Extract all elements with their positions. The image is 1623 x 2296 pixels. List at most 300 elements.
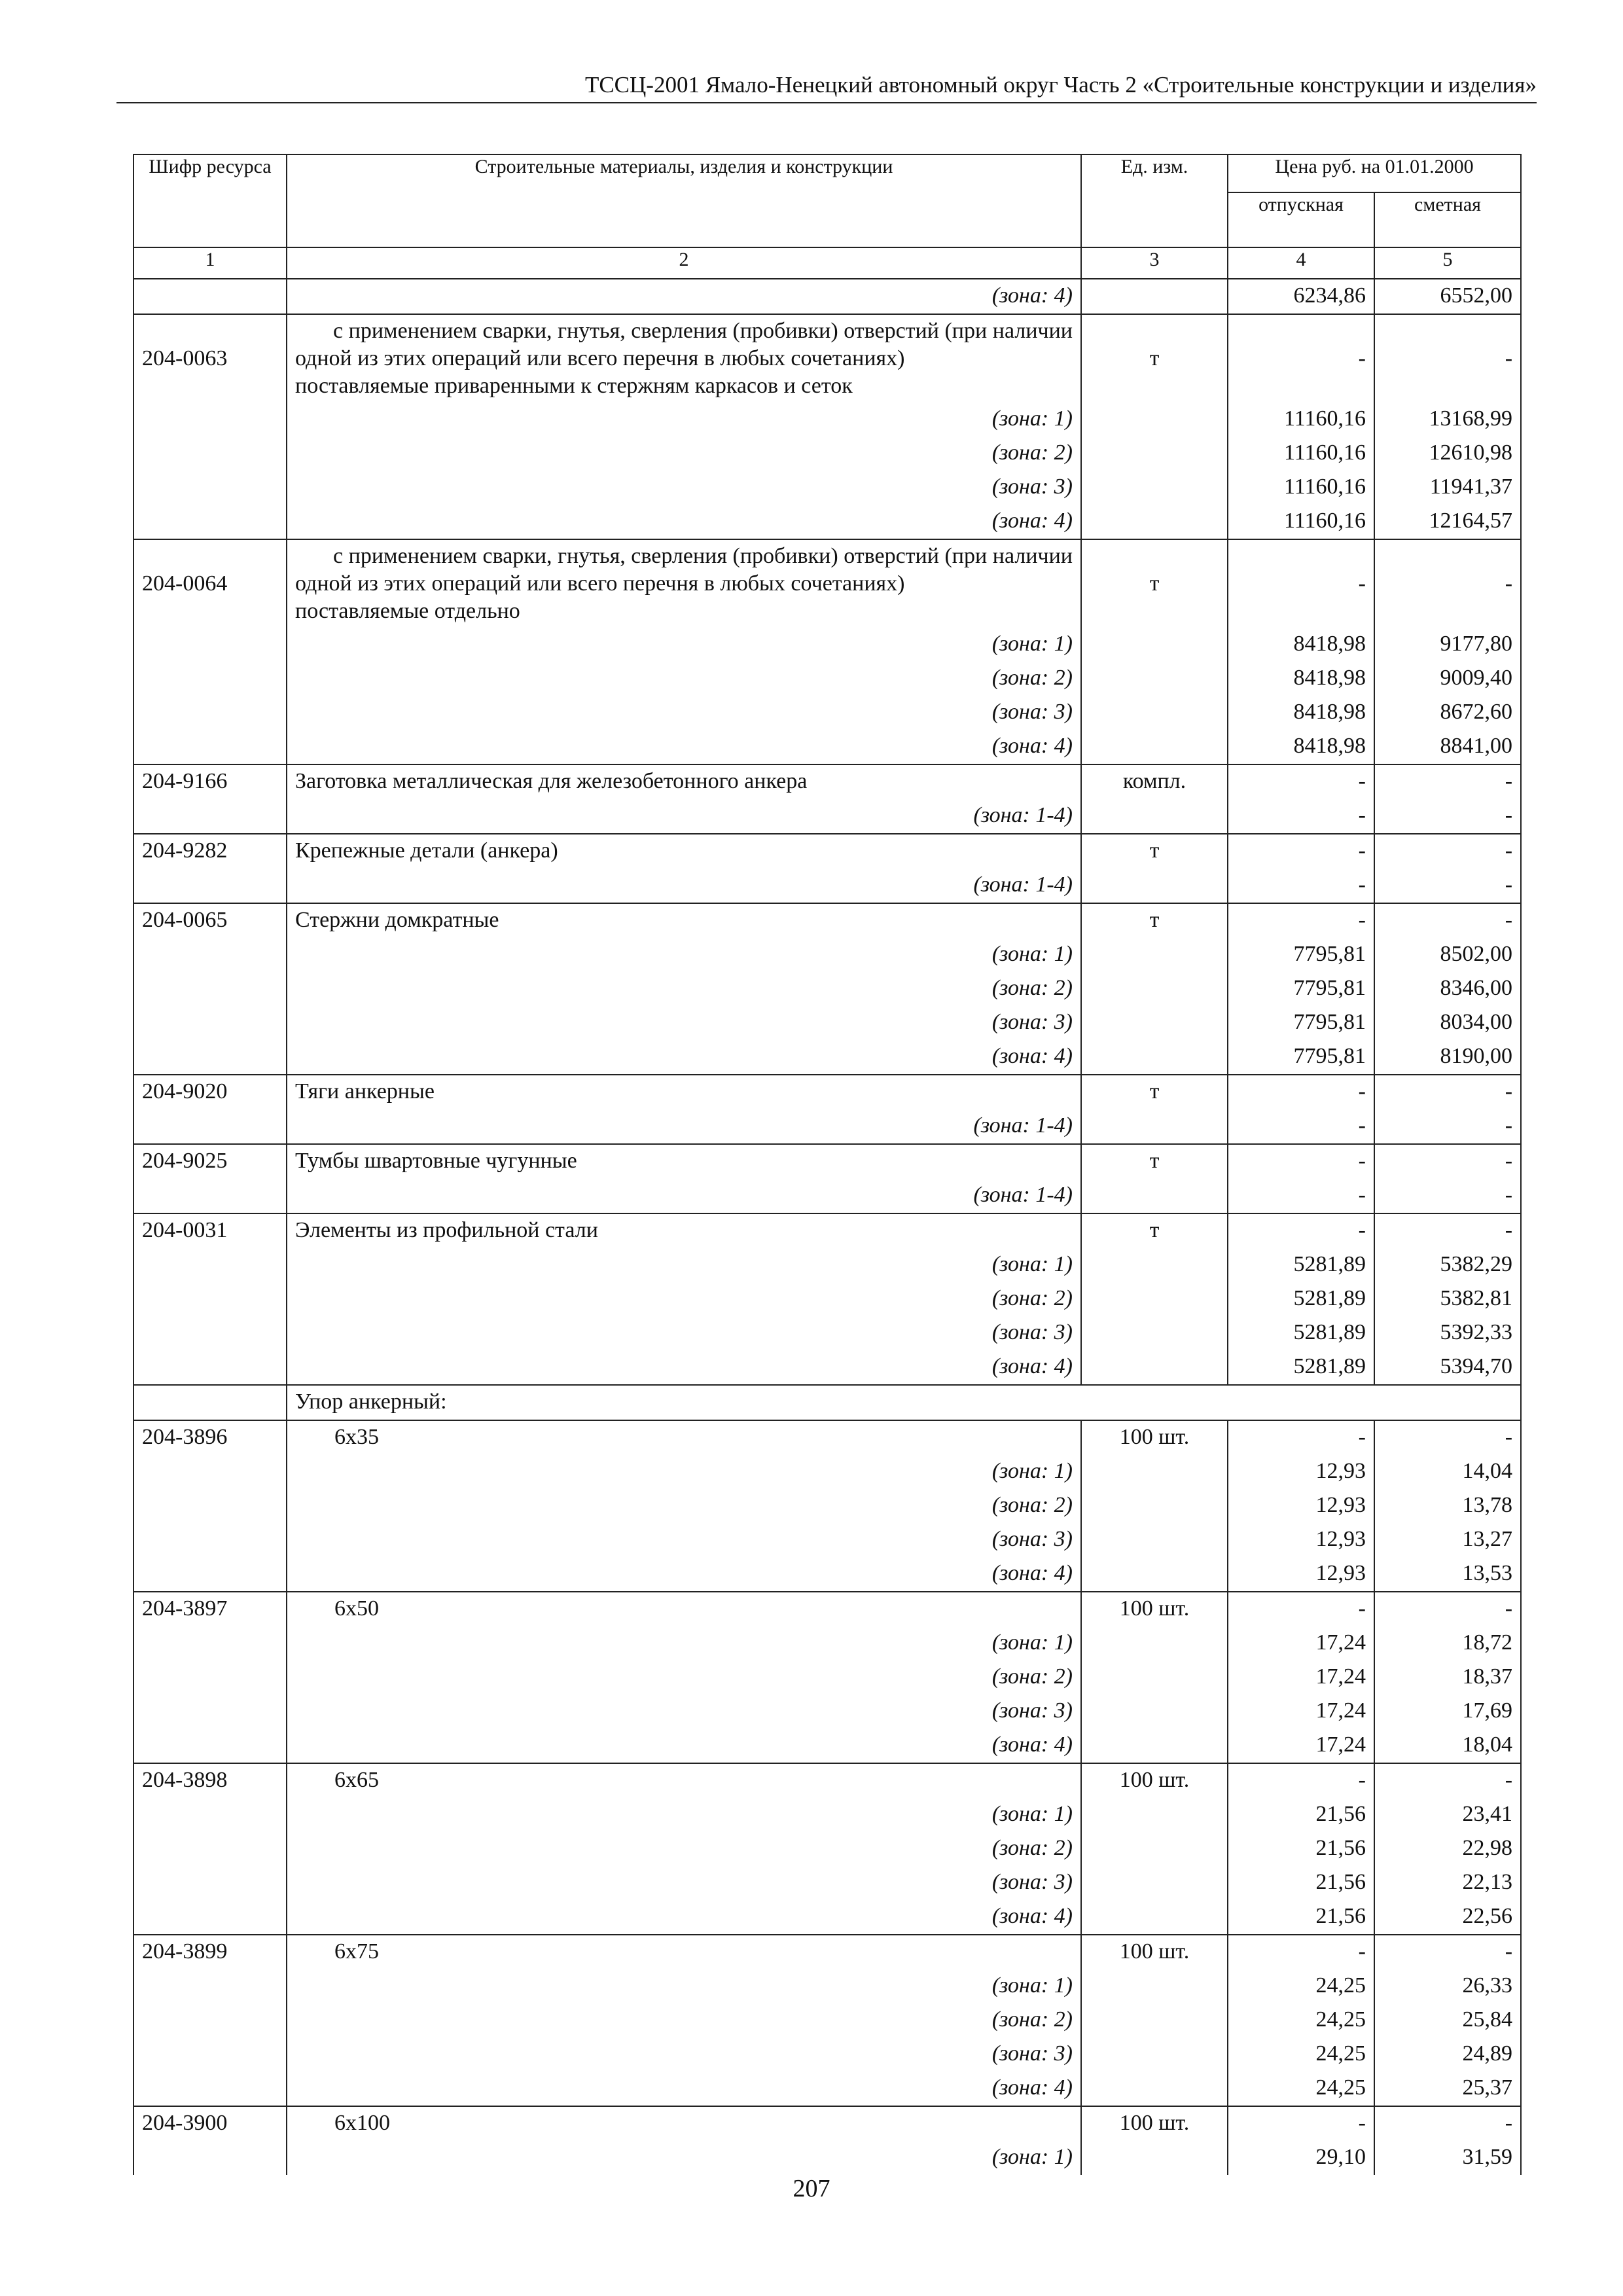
zone-label: (зона: 3) bbox=[287, 471, 1081, 505]
release-price: - bbox=[1228, 834, 1374, 869]
estimate-price: 13168,99 bbox=[1374, 403, 1521, 437]
table-row bbox=[134, 2037, 1521, 2072]
zone-label: (зона: 3) bbox=[287, 1316, 1081, 1350]
release-price: - bbox=[1228, 1179, 1374, 1213]
material-name: 6х75 bbox=[287, 1935, 1081, 1969]
resource-code bbox=[134, 2141, 287, 2175]
release-price: - bbox=[1228, 1075, 1374, 1109]
table-row bbox=[134, 1179, 1521, 1213]
release-price: - bbox=[1228, 1109, 1374, 1144]
table-row bbox=[134, 1282, 1521, 1316]
estimate-price: 31,59 bbox=[1374, 2141, 1521, 2175]
table-row bbox=[134, 972, 1521, 1006]
release-price: 7795,81 bbox=[1228, 972, 1374, 1006]
estimate-price: - bbox=[1374, 2106, 1521, 2141]
unit-cell: т bbox=[1081, 1075, 1228, 1109]
table-row bbox=[134, 1040, 1521, 1075]
resource-code: 204-3900 bbox=[134, 2106, 287, 2141]
unit-cell bbox=[1081, 662, 1228, 696]
estimate-price: 25,37 bbox=[1374, 2072, 1521, 2106]
release-price: 17,24 bbox=[1228, 1660, 1374, 1695]
resource-code bbox=[134, 730, 287, 764]
estimate-price: 8672,60 bbox=[1374, 696, 1521, 730]
table-row bbox=[134, 1420, 1521, 1455]
resource-code bbox=[134, 1832, 287, 1866]
estimate-price: 12164,57 bbox=[1374, 505, 1521, 539]
estimate-price: 8190,00 bbox=[1374, 1040, 1521, 1075]
resource-code bbox=[134, 1455, 287, 1489]
table-row bbox=[134, 869, 1521, 903]
unit-cell bbox=[1081, 1832, 1228, 1866]
resource-code bbox=[134, 628, 287, 662]
unit-cell: т bbox=[1081, 539, 1228, 628]
unit-cell: 100 шт. bbox=[1081, 1592, 1228, 1626]
unit-cell bbox=[1081, 1660, 1228, 1695]
zone-label: (зона: 4) bbox=[287, 1557, 1081, 1592]
unit-cell bbox=[1081, 505, 1228, 539]
table-row bbox=[134, 1350, 1521, 1385]
release-price: 17,24 bbox=[1228, 1695, 1374, 1729]
unit-cell bbox=[1081, 1109, 1228, 1144]
table-row bbox=[134, 1832, 1521, 1866]
resource-code bbox=[134, 972, 287, 1006]
unit-cell bbox=[1081, 403, 1228, 437]
release-price: 12,93 bbox=[1228, 1455, 1374, 1489]
unit-cell bbox=[1081, 2072, 1228, 2106]
table-row bbox=[134, 1248, 1521, 1282]
release-price: 7795,81 bbox=[1228, 1006, 1374, 1040]
zone-label: (зона: 1) bbox=[287, 2141, 1081, 2175]
resource-code bbox=[134, 1557, 287, 1592]
col-number: 5 bbox=[1374, 247, 1521, 279]
estimate-price: - bbox=[1374, 1763, 1521, 1798]
unit-cell: т bbox=[1081, 314, 1228, 403]
unit-cell bbox=[1081, 437, 1228, 471]
unit-cell bbox=[1081, 2141, 1228, 2175]
release-price: 5281,89 bbox=[1228, 1350, 1374, 1385]
release-price: 24,25 bbox=[1228, 1969, 1374, 2003]
col-header-estimate: сметная bbox=[1374, 192, 1521, 247]
unit-cell bbox=[1081, 1523, 1228, 1557]
table-row bbox=[134, 2141, 1521, 2175]
release-price: 5281,89 bbox=[1228, 1316, 1374, 1350]
zone-label: (зона: 1) bbox=[287, 1248, 1081, 1282]
unit-cell: компл. bbox=[1081, 764, 1228, 799]
estimate-price: - bbox=[1374, 799, 1521, 834]
release-price: 21,56 bbox=[1228, 1832, 1374, 1866]
zone-label: (зона: 2) bbox=[287, 2003, 1081, 2037]
release-price: 7795,81 bbox=[1228, 938, 1374, 972]
resource-code bbox=[134, 1660, 287, 1695]
table-row bbox=[134, 2003, 1521, 2037]
unit-cell: т bbox=[1081, 834, 1228, 869]
release-price: 12,93 bbox=[1228, 1557, 1374, 1592]
table-row bbox=[134, 1798, 1521, 1832]
resource-code bbox=[134, 2003, 287, 2037]
unit-cell bbox=[1081, 279, 1228, 314]
price-table bbox=[133, 154, 1522, 2175]
resource-code bbox=[134, 1109, 287, 1144]
table-row bbox=[134, 1385, 1521, 1420]
resource-code: 204-0064 bbox=[134, 539, 287, 628]
estimate-price: 5392,33 bbox=[1374, 1316, 1521, 1350]
release-price: 11160,16 bbox=[1228, 403, 1374, 437]
estimate-price: 13,78 bbox=[1374, 1489, 1521, 1523]
estimate-price: 9009,40 bbox=[1374, 662, 1521, 696]
zone-label: (зона: 1) bbox=[287, 1969, 1081, 2003]
zone-label: (зона: 1) bbox=[287, 1455, 1081, 1489]
unit-cell bbox=[1081, 1969, 1228, 2003]
table-row bbox=[134, 1213, 1521, 1248]
estimate-price: 8502,00 bbox=[1374, 938, 1521, 972]
release-price: 21,56 bbox=[1228, 1900, 1374, 1935]
table-row bbox=[134, 1695, 1521, 1729]
estimate-price: 13,27 bbox=[1374, 1523, 1521, 1557]
table-row bbox=[134, 764, 1521, 799]
zone-label: (зона: 3) bbox=[287, 1695, 1081, 1729]
unit-cell: т bbox=[1081, 903, 1228, 938]
material-name: Тумбы швартовные чугунные bbox=[287, 1144, 1081, 1179]
page-number: 207 bbox=[793, 2175, 830, 2202]
zone-label: (зона: 2) bbox=[287, 662, 1081, 696]
zone-label: (зона: 4) bbox=[287, 279, 1081, 314]
unit-cell bbox=[1081, 1626, 1228, 1660]
release-price: 8418,98 bbox=[1228, 696, 1374, 730]
unit-cell bbox=[1081, 1455, 1228, 1489]
estimate-price: - bbox=[1374, 1420, 1521, 1455]
release-price: 6234,86 bbox=[1228, 279, 1374, 314]
estimate-price: 11941,37 bbox=[1374, 471, 1521, 505]
resource-code: 204-3898 bbox=[134, 1763, 287, 1798]
table-body bbox=[134, 279, 1521, 2175]
resource-code: 204-0031 bbox=[134, 1213, 287, 1248]
estimate-price: 5382,81 bbox=[1374, 1282, 1521, 1316]
estimate-price: 6552,00 bbox=[1374, 279, 1521, 314]
table-row bbox=[134, 1557, 1521, 1592]
release-price: 8418,98 bbox=[1228, 628, 1374, 662]
unit-cell bbox=[1081, 1006, 1228, 1040]
table-row bbox=[134, 1075, 1521, 1109]
resource-code: 204-9025 bbox=[134, 1144, 287, 1179]
section-heading: Упор анкерный: bbox=[287, 1385, 1521, 1420]
material-name bbox=[287, 314, 1081, 403]
estimate-price: 26,33 bbox=[1374, 1969, 1521, 2003]
table-row bbox=[134, 1523, 1521, 1557]
zone-label: (зона: 2) bbox=[287, 1832, 1081, 1866]
estimate-price: - bbox=[1374, 314, 1521, 403]
estimate-price: 18,37 bbox=[1374, 1660, 1521, 1695]
unit-cell bbox=[1081, 938, 1228, 972]
release-price: 24,25 bbox=[1228, 2037, 1374, 2072]
estimate-price: - bbox=[1374, 1213, 1521, 1248]
table-row bbox=[134, 1592, 1521, 1626]
material-name-rest: поставляемые отдельно bbox=[295, 599, 520, 623]
table-row bbox=[134, 799, 1521, 834]
unit-cell bbox=[1081, 1695, 1228, 1729]
zone-label: (зона: 4) bbox=[287, 505, 1081, 539]
zone-label: (зона: 1) bbox=[287, 403, 1081, 437]
release-price: - bbox=[1228, 799, 1374, 834]
resource-code bbox=[134, 869, 287, 903]
resource-code bbox=[134, 1729, 287, 1763]
material-name: Крепежные детали (анкера) bbox=[287, 834, 1081, 869]
table-row bbox=[134, 1866, 1521, 1900]
resource-code bbox=[134, 1282, 287, 1316]
resource-code: 204-9166 bbox=[134, 764, 287, 799]
estimate-price: 23,41 bbox=[1374, 1798, 1521, 1832]
release-price: - bbox=[1228, 539, 1374, 628]
release-price: - bbox=[1228, 1935, 1374, 1969]
unit-cell bbox=[1081, 1316, 1228, 1350]
col-header-price-group: Цена руб. на 01.01.2000 bbox=[1228, 154, 1521, 192]
release-price: - bbox=[1228, 869, 1374, 903]
material-name: Заготовка металлическая для железобетонного анкера bbox=[287, 764, 1081, 799]
unit-cell bbox=[1081, 972, 1228, 1006]
release-price: 21,56 bbox=[1228, 1798, 1374, 1832]
resource-code bbox=[134, 2072, 287, 2106]
zone-label: (зона: 1-4) bbox=[287, 1179, 1081, 1213]
table-row bbox=[134, 539, 1521, 628]
unit-cell bbox=[1081, 2037, 1228, 2072]
material-name: Стержни домкратные bbox=[287, 903, 1081, 938]
material-name: 6х100 bbox=[287, 2106, 1081, 2141]
estimate-price: - bbox=[1374, 764, 1521, 799]
zone-label: (зона: 3) bbox=[287, 2037, 1081, 2072]
estimate-price: - bbox=[1374, 1075, 1521, 1109]
material-name-rest: поставляемые приваренными к стержням каркасов и сеток bbox=[295, 374, 853, 398]
estimate-price: - bbox=[1374, 1592, 1521, 1626]
release-price: - bbox=[1228, 1420, 1374, 1455]
material-name: 6х65 bbox=[287, 1763, 1081, 1798]
zone-label: (зона: 1-4) bbox=[287, 869, 1081, 903]
resource-code bbox=[134, 279, 287, 314]
zone-label: (зона: 1) bbox=[287, 1798, 1081, 1832]
estimate-price: - bbox=[1374, 1109, 1521, 1144]
estimate-price: 8841,00 bbox=[1374, 730, 1521, 764]
resource-code: 204-3899 bbox=[134, 1935, 287, 1969]
resource-code bbox=[134, 1179, 287, 1213]
unit-cell bbox=[1081, 1900, 1228, 1935]
release-price: 11160,16 bbox=[1228, 437, 1374, 471]
table-row bbox=[134, 505, 1521, 539]
release-price: 8418,98 bbox=[1228, 730, 1374, 764]
table-row bbox=[134, 1006, 1521, 1040]
table-row bbox=[134, 2072, 1521, 2106]
table-row bbox=[134, 730, 1521, 764]
estimate-price: 14,04 bbox=[1374, 1455, 1521, 1489]
estimate-price: - bbox=[1374, 1179, 1521, 1213]
unit-cell bbox=[1081, 1350, 1228, 1385]
table-row bbox=[134, 403, 1521, 437]
resource-code bbox=[134, 1969, 287, 2003]
resource-code: 204-9282 bbox=[134, 834, 287, 869]
resource-code bbox=[134, 1798, 287, 1832]
resource-code bbox=[134, 1900, 287, 1935]
resource-code: 204-3897 bbox=[134, 1592, 287, 1626]
table-row bbox=[134, 1729, 1521, 1763]
col-number: 3 bbox=[1081, 247, 1228, 279]
release-price: 11160,16 bbox=[1228, 471, 1374, 505]
table-row bbox=[134, 1763, 1521, 1798]
table-row bbox=[134, 314, 1521, 403]
estimate-price: 8346,00 bbox=[1374, 972, 1521, 1006]
resource-code bbox=[134, 1316, 287, 1350]
resource-code bbox=[134, 505, 287, 539]
table-row bbox=[134, 1489, 1521, 1523]
estimate-price: - bbox=[1374, 539, 1521, 628]
zone-label: (зона: 1) bbox=[287, 628, 1081, 662]
unit-cell bbox=[1081, 1248, 1228, 1282]
release-price: - bbox=[1228, 764, 1374, 799]
material-name: 6х50 bbox=[287, 1592, 1081, 1626]
estimate-price: 8034,00 bbox=[1374, 1006, 1521, 1040]
col-header-code: Шифр ресурса bbox=[134, 154, 287, 247]
unit-cell: 100 шт. bbox=[1081, 1420, 1228, 1455]
resource-code bbox=[134, 2037, 287, 2072]
estimate-price: 5382,29 bbox=[1374, 1248, 1521, 1282]
resource-code bbox=[134, 1385, 287, 1420]
table-row bbox=[134, 1935, 1521, 1969]
resource-code: 204-9020 bbox=[134, 1075, 287, 1109]
resource-code bbox=[134, 696, 287, 730]
unit-cell bbox=[1081, 696, 1228, 730]
zone-label: (зона: 4) bbox=[287, 1900, 1081, 1935]
material-name-lead: с применением сварки, гнутья, сверления (пробивки) отверстий (при наличии одной из этих операций или всего перечня в любых сочетаниях) bbox=[295, 544, 1073, 596]
table-row bbox=[134, 1144, 1521, 1179]
estimate-price: 18,04 bbox=[1374, 1729, 1521, 1763]
col-number: 2 bbox=[287, 247, 1081, 279]
zone-label: (зона: 3) bbox=[287, 1006, 1081, 1040]
col-header-unit: Ед. изм. bbox=[1081, 154, 1228, 247]
unit-cell bbox=[1081, 1282, 1228, 1316]
estimate-price: 9177,80 bbox=[1374, 628, 1521, 662]
estimate-price: - bbox=[1374, 903, 1521, 938]
estimate-price: - bbox=[1374, 1935, 1521, 1969]
unit-cell bbox=[1081, 730, 1228, 764]
unit-cell bbox=[1081, 1040, 1228, 1075]
zone-label: (зона: 3) bbox=[287, 696, 1081, 730]
zone-label: (зона: 4) bbox=[287, 2072, 1081, 2106]
zone-label: (зона: 4) bbox=[287, 1040, 1081, 1075]
release-price: 21,56 bbox=[1228, 1866, 1374, 1900]
unit-cell bbox=[1081, 1866, 1228, 1900]
table-row bbox=[134, 834, 1521, 869]
release-price: 29,10 bbox=[1228, 2141, 1374, 2175]
col-header-release: отпускная bbox=[1228, 192, 1374, 247]
table-row bbox=[134, 1316, 1521, 1350]
unit-cell bbox=[1081, 869, 1228, 903]
unit-cell bbox=[1081, 471, 1228, 505]
estimate-price: - bbox=[1374, 834, 1521, 869]
resource-code bbox=[134, 1866, 287, 1900]
table-row bbox=[134, 662, 1521, 696]
unit-cell bbox=[1081, 1729, 1228, 1763]
resource-code bbox=[134, 1040, 287, 1075]
table-row bbox=[134, 628, 1521, 662]
zone-label: (зона: 1-4) bbox=[287, 1109, 1081, 1144]
col-number: 4 bbox=[1228, 247, 1374, 279]
release-price: 24,25 bbox=[1228, 2072, 1374, 2106]
table-header bbox=[134, 154, 1521, 279]
resource-code bbox=[134, 1006, 287, 1040]
zone-label: (зона: 2) bbox=[287, 1489, 1081, 1523]
resource-code: 204-0063 bbox=[134, 314, 287, 403]
estimate-price: 12610,98 bbox=[1374, 437, 1521, 471]
resource-code bbox=[134, 1350, 287, 1385]
material-name-lead: с применением сварки, гнутья, сверления (пробивки) отверстий (при наличии одной из этих операций или всего перечня в любых сочетаниях) bbox=[295, 319, 1073, 370]
zone-label: (зона: 4) bbox=[287, 730, 1081, 764]
material-name: Элементы из профильной стали bbox=[287, 1213, 1081, 1248]
zone-label: (зона: 2) bbox=[287, 1282, 1081, 1316]
zone-label: (зона: 4) bbox=[287, 1350, 1081, 1385]
resource-code: 204-3896 bbox=[134, 1420, 287, 1455]
unit-cell bbox=[1081, 1798, 1228, 1832]
resource-code bbox=[134, 1626, 287, 1660]
estimate-price: 22,98 bbox=[1374, 1832, 1521, 1866]
resource-code bbox=[134, 1489, 287, 1523]
zone-label: (зона: 4) bbox=[287, 1729, 1081, 1763]
running-header: ТССЦ-2001 Ямало-Ненецкий автономный округ Часть 2 «Строительные конструкции и изделия» bbox=[116, 71, 1537, 103]
table-row bbox=[134, 279, 1521, 314]
release-price: - bbox=[1228, 1144, 1374, 1179]
table-row bbox=[134, 1109, 1521, 1144]
resource-code bbox=[134, 799, 287, 834]
table-row bbox=[134, 903, 1521, 938]
release-price: 5281,89 bbox=[1228, 1248, 1374, 1282]
zone-label: (зона: 3) bbox=[287, 1866, 1081, 1900]
table-row bbox=[134, 1969, 1521, 2003]
release-price: 12,93 bbox=[1228, 1489, 1374, 1523]
unit-cell bbox=[1081, 799, 1228, 834]
col-number: 1 bbox=[134, 247, 287, 279]
table-row bbox=[134, 2106, 1521, 2141]
release-price: 12,93 bbox=[1228, 1523, 1374, 1557]
resource-code bbox=[134, 403, 287, 437]
zone-label: (зона: 2) bbox=[287, 972, 1081, 1006]
release-price: - bbox=[1228, 2106, 1374, 2141]
release-price: 5281,89 bbox=[1228, 1282, 1374, 1316]
zone-label: (зона: 1) bbox=[287, 938, 1081, 972]
table-row bbox=[134, 1455, 1521, 1489]
release-price: - bbox=[1228, 903, 1374, 938]
release-price: 8418,98 bbox=[1228, 662, 1374, 696]
estimate-price: 22,56 bbox=[1374, 1900, 1521, 1935]
estimate-price: - bbox=[1374, 869, 1521, 903]
release-price: 24,25 bbox=[1228, 2003, 1374, 2037]
estimate-price: 17,69 bbox=[1374, 1695, 1521, 1729]
release-price: 17,24 bbox=[1228, 1626, 1374, 1660]
release-price: - bbox=[1228, 314, 1374, 403]
unit-cell bbox=[1081, 1179, 1228, 1213]
unit-cell: т bbox=[1081, 1213, 1228, 1248]
unit-cell: 100 шт. bbox=[1081, 1763, 1228, 1798]
unit-cell: 100 шт. bbox=[1081, 1935, 1228, 1969]
material-name bbox=[287, 539, 1081, 628]
resource-code bbox=[134, 437, 287, 471]
unit-cell: т bbox=[1081, 1144, 1228, 1179]
estimate-price: 25,84 bbox=[1374, 2003, 1521, 2037]
resource-code bbox=[134, 1695, 287, 1729]
col-header-name: Строительные материалы, изделия и конструкции bbox=[287, 154, 1081, 247]
zone-label: (зона: 1) bbox=[287, 1626, 1081, 1660]
estimate-price: 5394,70 bbox=[1374, 1350, 1521, 1385]
unit-cell: 100 шт. bbox=[1081, 2106, 1228, 2141]
release-price: - bbox=[1228, 1213, 1374, 1248]
table-row bbox=[134, 1900, 1521, 1935]
resource-code bbox=[134, 662, 287, 696]
resource-code bbox=[134, 1523, 287, 1557]
table-row bbox=[134, 1660, 1521, 1695]
